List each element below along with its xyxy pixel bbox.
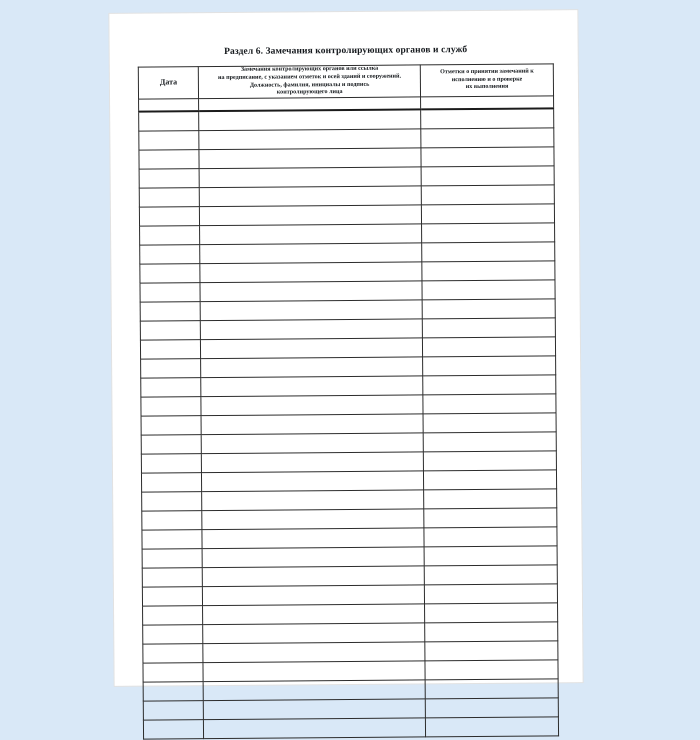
- table-cell-date[interactable]: [139, 131, 199, 150]
- table-cell-value: [143, 652, 149, 660]
- table-cell-marks[interactable]: [425, 603, 558, 623]
- table-cell-value: [425, 593, 431, 601]
- table-cell-marks[interactable]: [421, 185, 554, 205]
- table-cell-notes[interactable]: [203, 585, 425, 606]
- table-cell-value: [143, 633, 149, 641]
- table-cell-value: [142, 424, 148, 432]
- table-cell-value: [142, 500, 148, 508]
- table-cell-value: [204, 727, 210, 735]
- table-cell-value: [142, 462, 148, 470]
- table-cell-notes[interactable]: [199, 148, 421, 169]
- table-cell-value: [423, 270, 429, 278]
- table-cell-value: [204, 708, 210, 716]
- table-cell-value: [426, 707, 432, 715]
- table-cell-notes[interactable]: [199, 129, 421, 150]
- table-cell-value: [144, 728, 150, 736]
- table-cell-date[interactable]: [143, 663, 203, 682]
- table-cell-value: [426, 688, 432, 696]
- table-cell-marks[interactable]: [424, 565, 557, 585]
- table-cell-date[interactable]: [143, 701, 203, 720]
- table-cell-date[interactable]: [139, 150, 199, 169]
- table-cell-notes[interactable]: [200, 281, 422, 302]
- table-cell-value: [201, 385, 207, 393]
- column-header-notes: [198, 65, 420, 99]
- table-cell-notes[interactable]: [201, 452, 423, 473]
- column-header-notes-line-3: Должность, фамилия, инициалы и подпись: [249, 81, 370, 89]
- table-cell-value: [422, 137, 428, 145]
- table-cell-value: [142, 481, 148, 489]
- table-cell-date[interactable]: [139, 188, 199, 207]
- table-header-row: [138, 64, 553, 99]
- table-cell-value: [141, 291, 147, 299]
- table-cell-value: [203, 518, 209, 526]
- table-cell-value: [202, 442, 208, 450]
- table-cell-value: [423, 365, 429, 373]
- table-cell-value: [424, 422, 430, 430]
- table-cell-value: [140, 196, 146, 204]
- table-cell-value: [424, 479, 430, 487]
- table-cell-value: [203, 613, 209, 621]
- table-cell-notes[interactable]: [202, 490, 424, 511]
- table-cell-value: [422, 213, 428, 221]
- table-cell-value: [202, 499, 208, 507]
- column-header-marks-line-2: исполнению и о проверке: [451, 76, 523, 83]
- table-cell-value: [425, 555, 431, 563]
- table-cell-value: [141, 310, 147, 318]
- table-cell-marks[interactable]: [423, 356, 556, 376]
- table-cell-value: [140, 234, 146, 242]
- table-cell-date[interactable]: [140, 226, 200, 245]
- table-cell-marks[interactable]: [423, 394, 556, 414]
- table-cell-value: [203, 537, 209, 545]
- column-header-notes-line-1: Замечания контролирующих органов или ссылка: [240, 65, 379, 73]
- table-cell-date[interactable]: [142, 549, 202, 568]
- table-cell-date[interactable]: [141, 378, 201, 397]
- table-cell-value: [140, 215, 146, 223]
- column-header-notes-line-2: на предписание, с указанием отметок и осей зданий и сооружений.: [217, 73, 402, 81]
- table-cell-date[interactable]: [143, 644, 203, 663]
- table-cell-date[interactable]: [143, 625, 203, 644]
- table-cell-value: [143, 614, 149, 622]
- table-cell-value: [142, 538, 148, 546]
- table-cell-notes[interactable]: [201, 357, 423, 378]
- table-cell-notes[interactable]: [200, 319, 422, 340]
- table-cell-notes[interactable]: [200, 243, 422, 264]
- table-cell-value: [422, 175, 428, 183]
- column-number-1: [139, 99, 199, 112]
- table-cell-value: [202, 404, 208, 412]
- table-cell-marks[interactable]: [422, 299, 555, 319]
- table-cell-marks[interactable]: [424, 546, 557, 566]
- table-cell-value: [200, 157, 206, 165]
- table-cell-value: [425, 517, 431, 525]
- table-cell-marks[interactable]: [425, 641, 558, 661]
- table-cell-value: [200, 138, 206, 146]
- table-cell-marks[interactable]: [421, 109, 554, 130]
- table-cell-value: [422, 232, 428, 240]
- table-cell-marks[interactable]: [423, 337, 556, 357]
- column-header-marks: [420, 64, 553, 97]
- table-cell-notes[interactable]: [204, 718, 426, 739]
- table-cell-marks[interactable]: [424, 451, 557, 471]
- column-number-3: [421, 96, 554, 110]
- table-cell-marks[interactable]: [422, 318, 555, 338]
- table-cell-value: [140, 272, 146, 280]
- table-cell-date[interactable]: [141, 454, 201, 473]
- table-cell-notes[interactable]: [200, 224, 422, 245]
- table-cell-value: [204, 670, 210, 678]
- table-cell-value: [141, 367, 147, 375]
- table-cell-notes[interactable]: [203, 699, 425, 720]
- table-cell-value: [144, 690, 150, 698]
- table-cell-value: [425, 612, 431, 620]
- table-cell-marks[interactable]: [424, 508, 557, 528]
- table-cell-date[interactable]: [142, 587, 202, 606]
- table-cell-value: [426, 669, 432, 677]
- table-cell-marks[interactable]: [423, 432, 556, 452]
- table-cell-value: [201, 290, 207, 298]
- document-page: [109, 10, 582, 686]
- table-cell-marks[interactable]: [421, 166, 554, 186]
- column-header-marks-line-1: Отметки о принятии замечаний к: [440, 68, 534, 76]
- table-cell-value: [139, 158, 145, 166]
- table-cell-value: [204, 689, 210, 697]
- table-cell-value: [425, 536, 431, 544]
- table-cell-value: [423, 346, 429, 354]
- table-cell-date[interactable]: [143, 606, 203, 625]
- table-cell-date[interactable]: [140, 340, 200, 359]
- table-cell-marks[interactable]: [422, 280, 555, 300]
- table-cell-value: [141, 348, 147, 356]
- table-cell-date[interactable]: [140, 321, 200, 340]
- table-cell-notes[interactable]: [201, 433, 423, 454]
- table-cell-value: [422, 251, 428, 259]
- table-cell-value: [203, 632, 209, 640]
- table-cell-marks[interactable]: [423, 375, 556, 395]
- table-cell-notes[interactable]: [201, 395, 423, 416]
- table-cell-date[interactable]: [140, 245, 200, 264]
- table-cell-value: [143, 595, 149, 603]
- table-cell-date[interactable]: [142, 568, 202, 587]
- table-cell-marks[interactable]: [425, 660, 558, 680]
- table-cell-notes[interactable]: [203, 604, 425, 625]
- table-cell-value: [144, 671, 150, 679]
- table-cell-value: [426, 726, 432, 734]
- table-cell-date[interactable]: [139, 111, 199, 131]
- table-cell-notes[interactable]: [202, 566, 424, 587]
- table-cell-value: [144, 709, 150, 717]
- table-cell-value: [143, 576, 149, 584]
- table-cell-value: [140, 253, 146, 261]
- page-title: Раздел 6. Замечания контролирующих органов и служб: [224, 45, 468, 57]
- table-cell-value: [139, 120, 145, 128]
- table-cell-notes[interactable]: [203, 661, 425, 682]
- table-cell-notes[interactable]: [199, 110, 421, 131]
- table-cell-value: [201, 328, 207, 336]
- table-cell-notes[interactable]: [200, 300, 422, 321]
- table-cell-marks[interactable]: [424, 470, 557, 490]
- table-cell-value: [424, 498, 430, 506]
- table-cell-value: [140, 177, 146, 185]
- table-cell-value: [141, 329, 147, 337]
- table-cell-value: [201, 271, 207, 279]
- column-header-notes-line-4: контролирующего лица: [276, 89, 343, 96]
- table-cell-value: [424, 403, 430, 411]
- table-cell-date[interactable]: [140, 302, 200, 321]
- table-cell-value: [202, 461, 208, 469]
- table-cell-value: [425, 574, 431, 582]
- table-cell-value: [425, 631, 431, 639]
- table-cell-value: [141, 405, 147, 413]
- table-cell-date[interactable]: [143, 682, 203, 701]
- table-body: [139, 109, 559, 740]
- table-cell-value: [203, 594, 209, 602]
- table-cell-value: [139, 139, 145, 147]
- table-cell-date[interactable]: [140, 264, 200, 283]
- table-cell-marks[interactable]: [426, 717, 559, 737]
- table-cell-value: [201, 366, 207, 374]
- table-cell-value: [200, 214, 206, 222]
- table-cell-notes[interactable]: [203, 642, 425, 663]
- table-cell-marks[interactable]: [422, 242, 555, 262]
- table-cell-marks[interactable]: [425, 698, 558, 718]
- table-cell-value: [200, 233, 206, 241]
- table-cell-value: [203, 556, 209, 564]
- table-cell-value: [423, 327, 429, 335]
- column-header-marks-line-3: их выполнения: [465, 84, 509, 91]
- table-cell-notes[interactable]: [202, 509, 424, 530]
- table-cell-notes[interactable]: [203, 680, 425, 701]
- page-content-area: [138, 38, 559, 659]
- table-cell-marks[interactable]: [422, 261, 555, 281]
- table-cell-marks[interactable]: [425, 679, 558, 699]
- table-cell-marks[interactable]: [424, 489, 557, 509]
- table-cell-value: [422, 156, 428, 164]
- table-cell-marks[interactable]: [421, 147, 554, 167]
- table-cell-value: [200, 195, 206, 203]
- table-header: [138, 64, 553, 112]
- table-cell-marks[interactable]: [421, 128, 554, 148]
- table-cell-date[interactable]: [139, 207, 199, 226]
- table-cell-value: [423, 289, 429, 297]
- table-cell-value: [200, 252, 206, 260]
- table-cell-value: [201, 309, 207, 317]
- table-cell-notes[interactable]: [199, 186, 421, 207]
- table-cell-notes[interactable]: [202, 547, 424, 568]
- table-cell-value: [199, 119, 205, 127]
- table-cell-date[interactable]: [142, 511, 202, 530]
- table-cell-value: [422, 194, 428, 202]
- table-cell-value: [204, 651, 210, 659]
- inspection-remarks-table: [138, 63, 559, 739]
- table-cell-value: [424, 441, 430, 449]
- table-cell-value: [142, 519, 148, 527]
- table-cell-marks[interactable]: [422, 204, 555, 224]
- table-cell-marks[interactable]: [422, 223, 555, 243]
- table-cell-marks[interactable]: [425, 584, 558, 604]
- table-cell-marks[interactable]: [424, 527, 557, 547]
- table-cell-date[interactable]: [140, 283, 200, 302]
- table-cell-notes[interactable]: [199, 167, 421, 188]
- table-cell-date[interactable]: [141, 397, 201, 416]
- table-cell-notes[interactable]: [200, 262, 422, 283]
- table-cell-date[interactable]: [143, 720, 203, 739]
- table-cell-notes[interactable]: [201, 338, 423, 359]
- table-cell-value: [143, 557, 149, 565]
- table-cell-notes[interactable]: [202, 471, 424, 492]
- table-cell-marks[interactable]: [425, 622, 558, 642]
- table-cell-value: [423, 308, 429, 316]
- table-cell-date[interactable]: [142, 492, 202, 511]
- table-cell-date[interactable]: [141, 416, 201, 435]
- table-cell-value: [142, 443, 148, 451]
- table-cell-date[interactable]: [141, 435, 201, 454]
- table-row[interactable]: [143, 717, 558, 739]
- table-cell-value: [421, 118, 427, 126]
- table-cell-value: [424, 460, 430, 468]
- table-cell-value: [201, 347, 207, 355]
- table-cell-notes[interactable]: [203, 623, 425, 644]
- table-cell-notes[interactable]: [201, 414, 423, 435]
- table-cell-notes[interactable]: [200, 205, 422, 226]
- table-cell-value: [202, 480, 208, 488]
- table-cell-date[interactable]: [141, 473, 201, 492]
- table-cell-value: [203, 575, 209, 583]
- table-cell-notes[interactable]: [202, 528, 424, 549]
- table-cell-value: [141, 386, 147, 394]
- table-cell-date[interactable]: [142, 530, 202, 549]
- table-cell-date[interactable]: [139, 169, 199, 188]
- table-cell-date[interactable]: [141, 359, 201, 378]
- table-cell-value: [423, 384, 429, 392]
- table-cell-value: [202, 423, 208, 431]
- table-cell-notes[interactable]: [201, 376, 423, 397]
- column-header-date: Дата: [138, 67, 198, 100]
- table-cell-marks[interactable]: [423, 413, 556, 433]
- table-cell-value: [426, 650, 432, 658]
- table-cell-value: [200, 176, 206, 184]
